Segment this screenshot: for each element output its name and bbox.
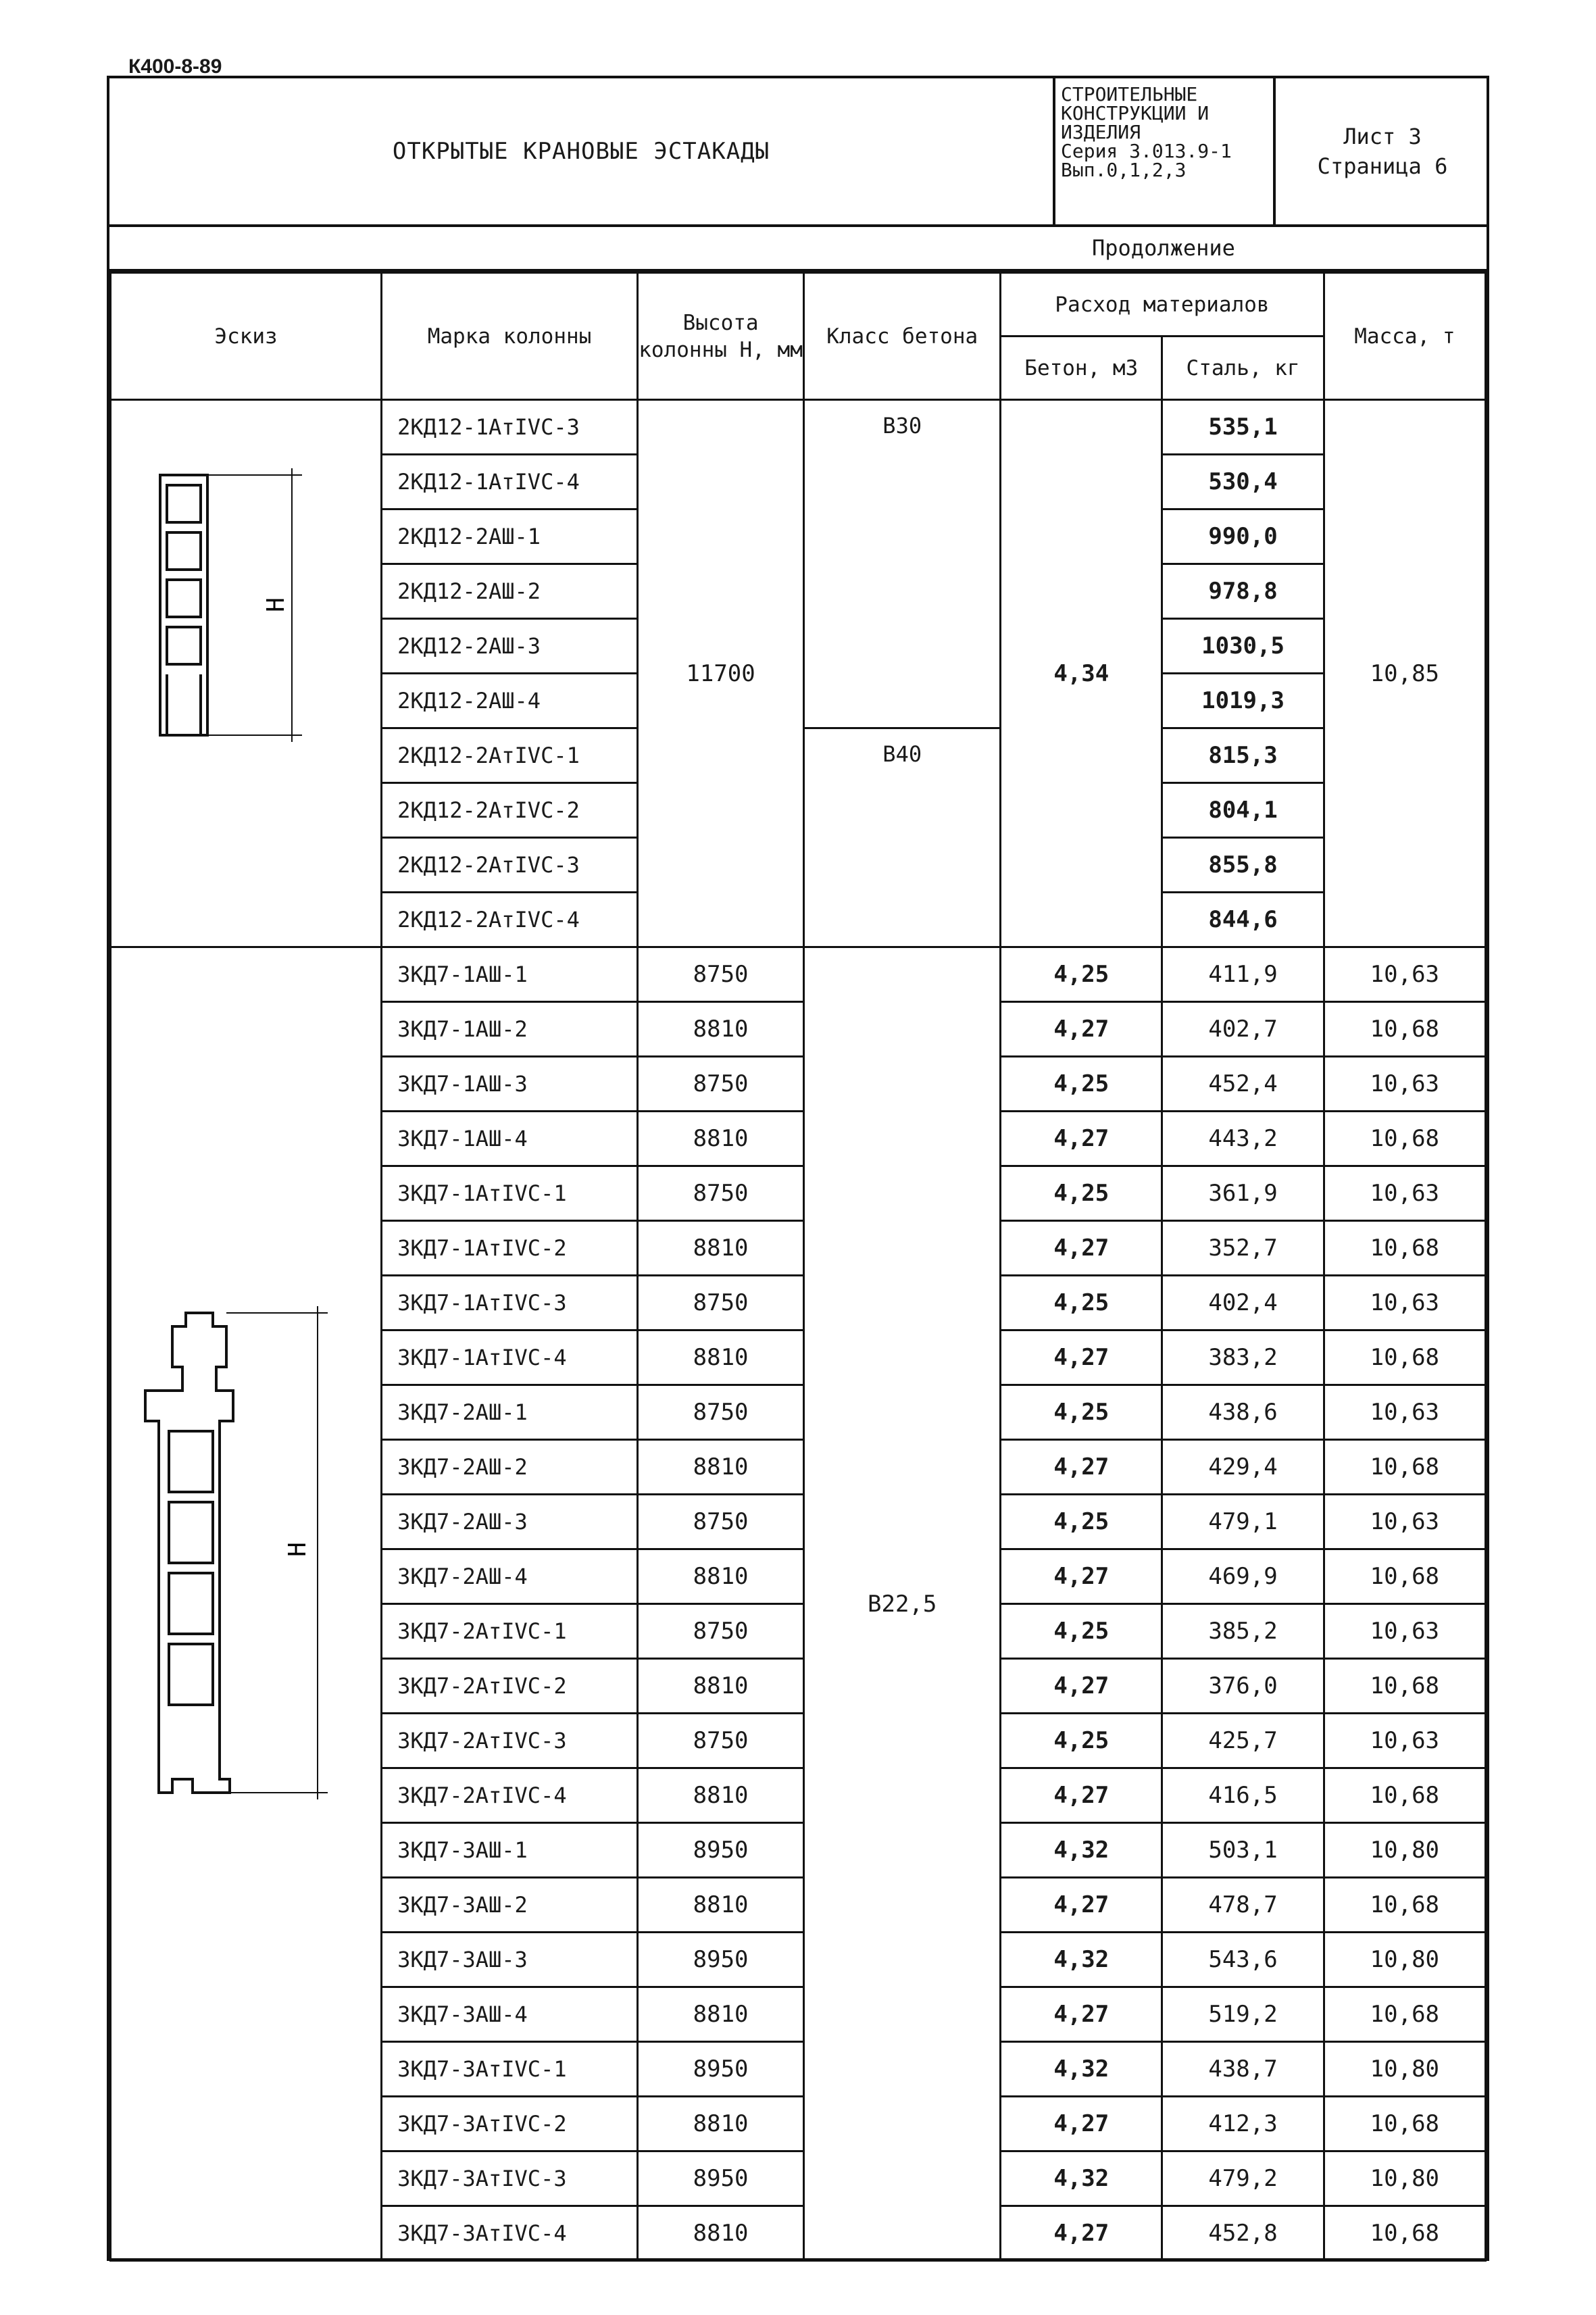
cell-mass: 10,63 (1324, 1385, 1485, 1440)
columns-table (109, 272, 1487, 2262)
cell-mass: 10,63 (1324, 1166, 1485, 1221)
cell-mark: 2КД12-2АтIVС-4 (382, 893, 638, 947)
cell-steel: 361,9 (1162, 1166, 1324, 1221)
cell-mark: 3КД7-2АтIVС-4 (382, 1768, 638, 1823)
cell-steel: 412,3 (1162, 2097, 1324, 2151)
sketch-cell-2kd12 (111, 400, 382, 947)
cell-mark: 3КД7-2АШ-2 (382, 1440, 638, 1495)
sheet-info (1276, 78, 1489, 224)
cell-height: 8810 (637, 1878, 803, 1933)
cell-class-b30: В30 (804, 400, 1001, 728)
cell-height: 8950 (637, 1933, 803, 1987)
cell-steel: 443,2 (1162, 1112, 1324, 1166)
cell-mass: 10,68 (1324, 1878, 1485, 1933)
cell-steel: 438,6 (1162, 1385, 1324, 1440)
col-header-concrete-class: Класс бетона (804, 273, 1001, 400)
cell-mark: 3КД7-2АШ-4 (382, 1549, 638, 1604)
cell-steel: 855,8 (1162, 838, 1324, 893)
cell-steel: 1019,3 (1162, 674, 1324, 728)
cell-steel: 385,2 (1162, 1604, 1324, 1659)
cell-concrete: 4,27 (1001, 1659, 1162, 1714)
cell-height: 8950 (637, 2042, 803, 2097)
cell-mark: 3КД7-1АтIVС-2 (382, 1221, 638, 1276)
column-sketch-3kd7 (125, 1306, 389, 1820)
cell-mark: 2КД12-2АШ-4 (382, 674, 638, 728)
drawing-sheet (107, 76, 1489, 2261)
cell-height: 8810 (637, 1987, 803, 2042)
cell-concrete: 4,25 (1001, 1057, 1162, 1112)
cell-concrete: 4,32 (1001, 2151, 1162, 2206)
cell-steel: 543,6 (1162, 1933, 1324, 1987)
cell-height: 8750 (637, 1714, 803, 1768)
cell-concrete: 4,27 (1001, 1440, 1162, 1495)
cell-mark: 3КД7-3АтIVС-2 (382, 2097, 638, 2151)
cell-height: 8750 (637, 1057, 803, 1112)
cell-mark: 2КД12-2АтIVС-1 (382, 728, 638, 783)
cell-concrete: 4,27 (1001, 1221, 1162, 1276)
cell-steel: 416,5 (1162, 1768, 1324, 1823)
cell-height: 8810 (637, 1768, 803, 1823)
cell-concrete: 4,27 (1001, 1002, 1162, 1057)
series-line: ИЗДЕЛИЯ (1061, 121, 1141, 143)
table-row (111, 400, 1486, 455)
cell-height: 8810 (637, 1112, 803, 1166)
cell-steel: 478,7 (1162, 1878, 1324, 1933)
column-sketch-2kd12 (120, 462, 376, 752)
sketch-cell-3kd7 (111, 947, 382, 2261)
cell-steel: 425,7 (1162, 1714, 1324, 1768)
continuation-row (109, 227, 1487, 272)
cell-concrete: 4,27 (1001, 1987, 1162, 2042)
cell-steel: 978,8 (1162, 564, 1324, 619)
cell-steel: 429,4 (1162, 1440, 1324, 1495)
cell-height: 8950 (637, 2151, 803, 2206)
cell-mass: 10,63 (1324, 1604, 1485, 1659)
continuation-label: Продолжение (1092, 235, 1235, 261)
cell-steel: 535,1 (1162, 400, 1324, 455)
cell-concrete: 4,25 (1001, 1166, 1162, 1221)
cell-mark: 3КД7-1АтIVС-1 (382, 1166, 638, 1221)
cell-mass: 10,63 (1324, 1276, 1485, 1330)
cell-mark: 2КД12-1АтIVС-4 (382, 455, 638, 509)
series-line: СТРОИТЕЛЬНЫЕ (1061, 83, 1198, 105)
cell-steel: 402,7 (1162, 1002, 1324, 1057)
cell-height: 8810 (637, 1440, 803, 1495)
cell-steel: 530,4 (1162, 455, 1324, 509)
cell-concrete: 4,32 (1001, 1933, 1162, 1987)
cell-mark: 3КД7-3АтIVС-4 (382, 2206, 638, 2261)
cell-steel: 479,1 (1162, 1495, 1324, 1549)
cell-steel: 438,7 (1162, 2042, 1324, 2097)
cell-mark: 3КД7-1АтIVС-3 (382, 1276, 638, 1330)
cell-mass-merged: 10,85 (1324, 400, 1485, 947)
cell-steel: 1030,5 (1162, 619, 1324, 674)
cell-class-b40: В40 (804, 728, 1001, 947)
cell-concrete: 4,25 (1001, 1604, 1162, 1659)
page-number: Страница 6 (1317, 153, 1448, 179)
cell-mark: 3КД7-3АтIVС-3 (382, 2151, 638, 2206)
cell-concrete: 4,25 (1001, 947, 1162, 1002)
cell-height: 8750 (637, 947, 803, 1002)
cell-mass: 10,68 (1324, 2206, 1485, 2261)
cell-steel: 479,2 (1162, 2151, 1324, 2206)
cell-mark: 3КД7-2АтIVС-1 (382, 1604, 638, 1659)
series-line: КОНСТРУКЦИИ И (1061, 102, 1210, 124)
series-info (1053, 78, 1276, 224)
cell-steel: 469,9 (1162, 1549, 1324, 1604)
cell-mass: 10,63 (1324, 1714, 1485, 1768)
cell-concrete: 4,25 (1001, 1385, 1162, 1440)
cell-concrete: 4,25 (1001, 1276, 1162, 1330)
series-line: Вып.0,1,2,3 (1061, 159, 1187, 181)
cell-height: 8750 (637, 1166, 803, 1221)
col-header-materials: Расход материалов (1001, 273, 1324, 337)
cell-mark: 3КД7-3АШ-2 (382, 1878, 638, 1933)
cell-steel: 815,3 (1162, 728, 1324, 783)
cell-height: 8810 (637, 1221, 803, 1276)
cell-mark: 2КД12-2АШ-2 (382, 564, 638, 619)
cell-mark: 3КД7-3АтIVС-1 (382, 2042, 638, 2097)
cell-mass: 10,68 (1324, 1549, 1485, 1604)
sheet-number: Лист 3 (1343, 124, 1422, 149)
cell-mass: 10,80 (1324, 2042, 1485, 2097)
cell-concrete: 4,27 (1001, 2097, 1162, 2151)
cell-mass: 10,68 (1324, 2097, 1485, 2151)
cell-mass: 10,68 (1324, 1002, 1485, 1057)
cell-steel: 411,9 (1162, 947, 1324, 1002)
cell-steel: 402,4 (1162, 1276, 1324, 1330)
cell-mark: 3КД7-1АШ-2 (382, 1002, 638, 1057)
cell-concrete: 4,27 (1001, 1878, 1162, 1933)
cell-mass: 10,68 (1324, 1768, 1485, 1823)
cell-mark: 2КД12-2АтIVС-3 (382, 838, 638, 893)
cell-mark: 3КД7-2АШ-1 (382, 1385, 638, 1440)
cell-mark: 2КД12-1АтIVС-3 (382, 400, 638, 455)
cell-height: 8750 (637, 1604, 803, 1659)
cell-mass: 10,68 (1324, 1659, 1485, 1714)
cell-mark: 3КД7-1АШ-3 (382, 1057, 638, 1112)
document-title: ОТКРЫТЫЕ КРАНОВЫЕ ЭСТАКАДЫ (392, 138, 770, 165)
cell-concrete: 4,27 (1001, 1112, 1162, 1166)
cell-mass: 10,68 (1324, 1987, 1485, 2042)
cell-mark: 2КД12-2АтIVС-2 (382, 783, 638, 838)
cell-height: 8810 (637, 1659, 803, 1714)
col-header-steel: Сталь, кг (1162, 337, 1324, 400)
series-line: Серия 3.013.9-1 (1061, 140, 1232, 162)
document-code: К400-8-89 (128, 55, 222, 78)
cell-mark: 3КД7-3АШ-3 (382, 1933, 638, 1987)
cell-concrete: 4,32 (1001, 1823, 1162, 1878)
cell-steel: 844,6 (1162, 893, 1324, 947)
cell-mark: 3КД7-1АШ-1 (382, 947, 638, 1002)
cell-class-merged: В22,5 (804, 947, 1001, 2261)
cell-steel: 452,8 (1162, 2206, 1324, 2261)
cell-mass: 10,63 (1324, 1495, 1485, 1549)
cell-steel: 383,2 (1162, 1330, 1324, 1385)
cell-steel: 376,0 (1162, 1659, 1324, 1714)
cell-mass: 10,68 (1324, 1112, 1485, 1166)
cell-height: 8810 (637, 1002, 803, 1057)
cell-height: 8750 (637, 1276, 803, 1330)
cell-height: 8750 (637, 1385, 803, 1440)
cell-steel: 519,2 (1162, 1987, 1324, 2042)
cell-mark: 2КД12-2АШ-3 (382, 619, 638, 674)
cell-mass: 10,63 (1324, 1057, 1485, 1112)
cell-height: 8750 (637, 1495, 803, 1549)
cell-height: 8950 (637, 1823, 803, 1878)
cell-concrete: 4,27 (1001, 2206, 1162, 2261)
cell-mass: 10,63 (1324, 947, 1485, 1002)
col-header-concrete: Бетон, м3 (1001, 337, 1162, 400)
cell-mass: 10,80 (1324, 1933, 1485, 1987)
cell-steel: 352,7 (1162, 1221, 1324, 1276)
dimension-label: Н (262, 597, 290, 612)
dimension-label: Н (284, 1542, 311, 1557)
cell-concrete: 4,25 (1001, 1495, 1162, 1549)
cell-mass: 10,68 (1324, 1440, 1485, 1495)
title-block (109, 78, 1487, 227)
cell-steel: 503,1 (1162, 1823, 1324, 1878)
cell-height: 8810 (637, 1330, 803, 1385)
cell-steel: 804,1 (1162, 783, 1324, 838)
cell-mark: 3КД7-2АШ-3 (382, 1495, 638, 1549)
cell-steel: 452,4 (1162, 1057, 1324, 1112)
cell-mark: 3КД7-1АтIVС-4 (382, 1330, 638, 1385)
cell-steel: 990,0 (1162, 509, 1324, 564)
cell-mass: 10,68 (1324, 1221, 1485, 1276)
cell-concrete: 4,27 (1001, 1330, 1162, 1385)
cell-mark: 3КД7-1АШ-4 (382, 1112, 638, 1166)
cell-mark: 3КД7-3АШ-1 (382, 1823, 638, 1878)
cell-mark: 3КД7-3АШ-4 (382, 1987, 638, 2042)
cell-height: 8810 (637, 1549, 803, 1604)
cell-concrete: 4,27 (1001, 1768, 1162, 1823)
table-row (111, 947, 1486, 1002)
cell-mass: 10,68 (1324, 1330, 1485, 1385)
col-header-height: Высота колонны Н, мм (637, 273, 803, 400)
col-header-mark: Марка колонны (382, 273, 638, 400)
cell-mark: 2КД12-2АШ-1 (382, 509, 638, 564)
col-header-mass: Масса, т (1324, 273, 1485, 400)
cell-mass: 10,80 (1324, 2151, 1485, 2206)
cell-concrete-merged: 4,34 (1001, 400, 1162, 947)
cell-height: 8810 (637, 2206, 803, 2261)
cell-height: 8810 (637, 2097, 803, 2151)
cell-mass: 10,80 (1324, 1823, 1485, 1878)
cell-height-merged: 11700 (637, 400, 803, 947)
cell-mark: 3КД7-2АтIVС-3 (382, 1714, 638, 1768)
cell-concrete: 4,27 (1001, 1549, 1162, 1604)
cell-concrete: 4,25 (1001, 1714, 1162, 1768)
cell-mark: 3КД7-2АтIVС-2 (382, 1659, 638, 1714)
col-header-sketch: Эскиз (111, 273, 382, 400)
cell-concrete: 4,32 (1001, 2042, 1162, 2097)
